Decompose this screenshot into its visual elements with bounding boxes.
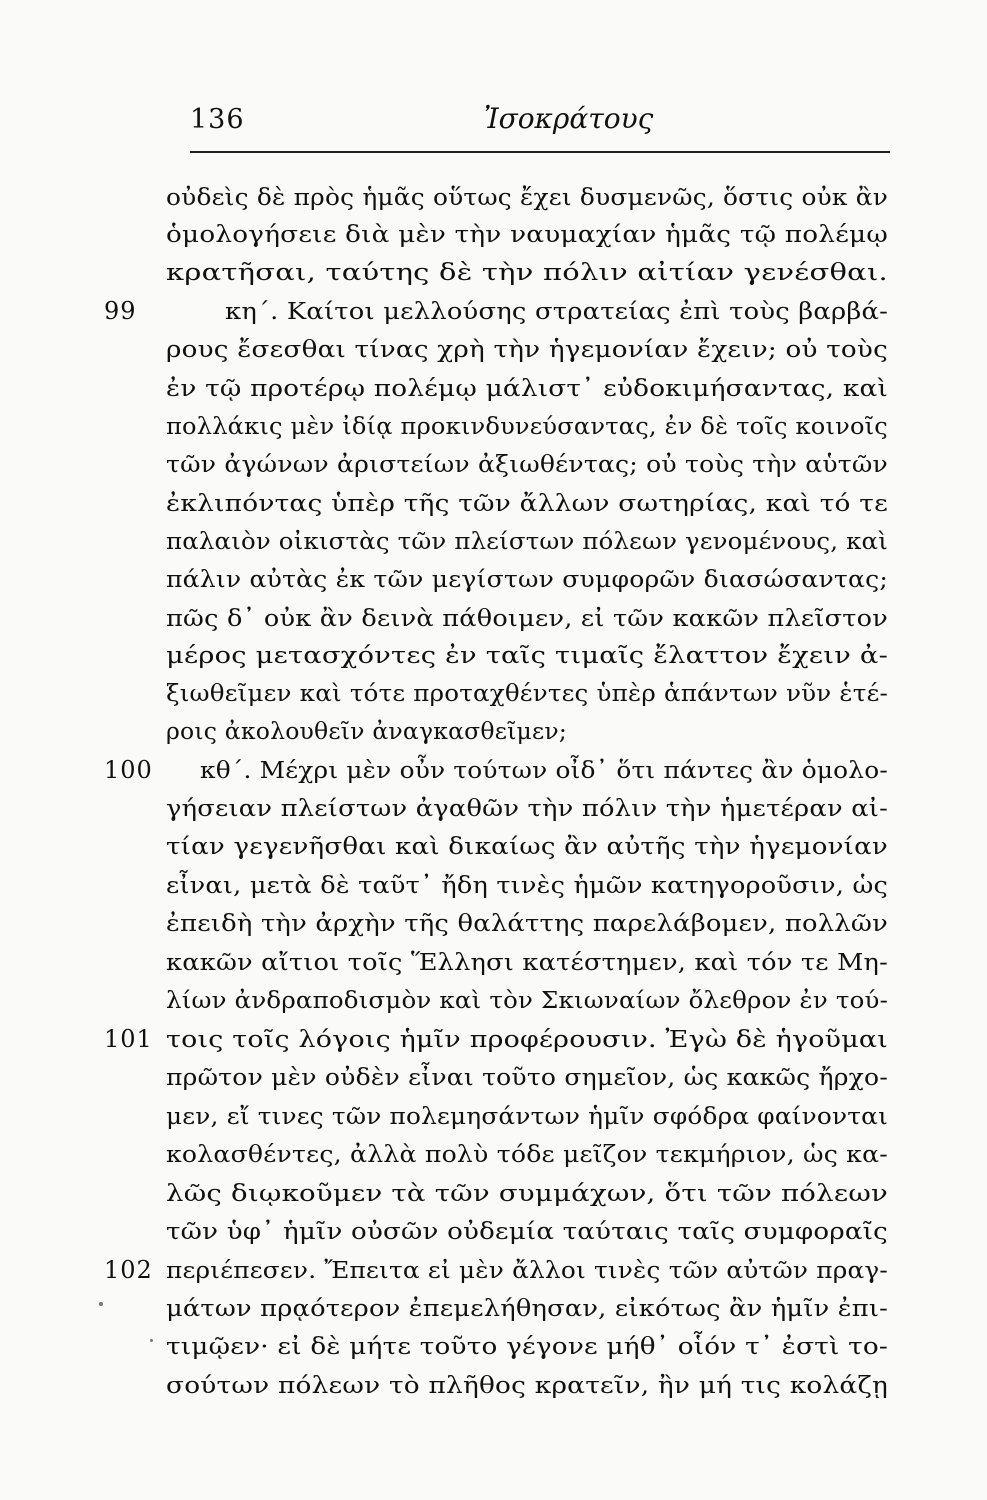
line-text: λῶς διῳκοῦμεν τὰ τῶν συμμάχων, ὅτι τῶν πόλεων <box>166 1179 888 1207</box>
line-text: τίαν γεγενῆσθαι καὶ δικαίως ἂν αὐτῆς τὴν ἡγεμονίαν <box>166 832 888 860</box>
text-line <box>0 177 987 217</box>
text-line <box>0 1250 987 1290</box>
text-line <box>0 1057 987 1097</box>
line-text: πῶς δ᾽ οὐκ ἂν δεινὰ πάθοιμεν, εἰ τῶν κακῶν πλεῖστον <box>166 604 888 632</box>
line-text: γήσειαν πλείστων ἀγαθῶν τὴν πόλιν τὴν ἡμετέραν αἰ- <box>166 794 888 822</box>
text-line <box>0 1365 987 1405</box>
text-line <box>0 673 987 713</box>
text-line <box>0 521 987 561</box>
ink-spot <box>150 1339 153 1342</box>
text-line <box>0 750 987 790</box>
line-text: οὐδεὶς δὲ πρὸς ἡμᾶς οὕτως ἔχει δυσμενῶς, ὅστις οὐκ ἂν <box>166 183 889 211</box>
text-line <box>0 865 987 905</box>
line-text: εἶναι, μετὰ δὲ ταῦτ᾽ ἤδη τινὲς ἡμῶν κατηγοροῦσιν, ὡς <box>166 871 889 899</box>
line-text: ρους ἔσεσθαι τίνας χρὴ τὴν ἡγεμονίαν ἔχειν; οὐ τοὺς <box>166 335 888 363</box>
line-text: τιμῷεν· εἰ δὲ μήτε τοῦτο γέγονε μήθ᾽ οἷόν τ᾽ ἐστὶ το- <box>166 1332 889 1360</box>
line-text: κη΄. Καίτοι μελλούσης στρατείας ἐπὶ τοὺς βαρβά- <box>225 297 889 325</box>
line-text: κρατῆσαι, ταύτης δὲ τὴν πόλιν αἰτίαν γενέσθαι. <box>166 258 888 286</box>
text-line <box>0 635 987 675</box>
section-number: 102 <box>104 1256 153 1284</box>
line-text: κακῶν αἴτιοι τοῖς Ἕλλησι κατέστημεν, καὶ τόν τε Μη- <box>166 948 888 976</box>
line-text: ἐπειδὴ τὴν ἀρχὴν τῆς θαλάττης παρελάβομεν, πολλῶν <box>166 909 889 937</box>
text-line <box>0 291 987 331</box>
line-text: ἐν τῷ προτέρῳ πολέμῳ μάλιστ᾽ εὐδοκιμήσαντας, καὶ <box>166 374 888 402</box>
running-title: Ἰσοκράτους <box>484 102 654 135</box>
section-number: 101 <box>104 1025 153 1053</box>
text-line <box>0 903 987 943</box>
line-text: ἐκλιπόντας ὑπὲρ τῆς τῶν ἄλλων σωτηρίας, καὶ τό τε <box>166 489 889 517</box>
page-number: 136 <box>190 104 245 135</box>
line-text: τῶν ὑφ᾽ ἡμῖν οὐσῶν οὐδεμία ταύταις ταῖς συμφοραῖς <box>166 1217 888 1245</box>
line-text: κολασθέντες, ἀλλὰ πολὺ τόδε μεῖζον τεκμήριον, ὡς κα- <box>166 1140 888 1168</box>
ink-spot <box>99 1302 103 1306</box>
text-line <box>0 1211 987 1251</box>
line-text: μεν, εἴ τινες τῶν πολεμησάντων ἡμῖν σφόδρα φαίνονται <box>166 1102 888 1130</box>
line-text: πάλιν αὐτὰς ἐκ τῶν μεγίστων συμφορῶν διασώσαντας; <box>166 565 889 593</box>
text-line <box>0 444 987 484</box>
text-line <box>0 826 987 866</box>
line-text: παλαιὸν οἰκιστὰς τῶν πλείστων πόλεων γενομένους, καὶ <box>166 527 888 555</box>
line-text: τοις τοῖς λόγοις ἡμῖν προφέρουσιν. Ἐγὼ δὲ ἡγοῦμαι <box>166 1025 888 1053</box>
text-line <box>0 483 987 523</box>
section-number: 99 <box>104 297 137 325</box>
text-line <box>0 559 987 599</box>
text-line <box>0 368 987 408</box>
section-number: 100 <box>104 756 153 784</box>
line-text: τῶν ἀγώνων ἀριστείων ἀξιωθέντας; οὐ τοὺς τὴν αὑτῶν <box>166 450 888 478</box>
line-text: ὁμολογήσειε διὰ μὲν τὴν ναυμαχίαν ἡμᾶς τῷ πολέμῳ <box>166 220 888 248</box>
text-line <box>0 1134 987 1174</box>
text-line <box>0 406 987 446</box>
line-text: λίων ἀνδραποδισμὸν καὶ τὸν Σκιωναίων ὄλεθρον ἐν τού- <box>166 986 889 1014</box>
text-line <box>0 942 987 982</box>
line-text: περιέπεσεν. Ἔπειτα εἰ μὲν ἄλλοι τινὲς τῶν αὐτῶν πραγ- <box>166 1256 888 1284</box>
header-rule <box>190 151 890 153</box>
text-line <box>0 329 987 369</box>
text-line <box>0 980 987 1020</box>
line-text: μάτων πρᾳότερον ἐπεμελήθησαν, εἰκότως ἂν ἡμῖν ἐπι- <box>166 1294 889 1322</box>
line-text: κθ΄. Μέχρι μὲν οὖν τούτων οἶδ᾽ ὅτι πάντες ἂν ὁμολο- <box>200 756 888 784</box>
line-text: πολλάκις μὲν ἰδίᾳ προκινδυνεύσαντας, ἐν δὲ τοῖς κοινοῖς <box>166 412 889 440</box>
text-line <box>0 1173 987 1213</box>
text-line <box>0 252 987 292</box>
text-line <box>0 1288 987 1328</box>
text-line <box>0 788 987 828</box>
line-text: σούτων πόλεων τὸ πλῆθος κρατεῖν, ἢν μή τις κολάζῃ <box>166 1371 888 1399</box>
text-line <box>0 711 987 751</box>
text-line <box>0 598 987 638</box>
line-text: μέρος μετασχόντες ἐν ταῖς τιμαῖς ἔλαττον ἔχειν ἀ- <box>166 641 889 669</box>
text-line <box>0 1096 987 1136</box>
text-line <box>0 214 987 254</box>
text-line <box>0 1019 987 1059</box>
line-text: ροις ἀκολουθεῖν ἀναγκασθεῖμεν; <box>166 717 567 745</box>
line-text: πρῶτον μὲν οὐδὲν εἶναι τοῦτο σημεῖον, ὡς κακῶς ἤρχο- <box>166 1063 889 1091</box>
line-text: ξιωθεῖμεν καὶ τότε προταχθέντες ὑπὲρ ἁπάντων νῦν ἑτέ- <box>166 679 888 707</box>
text-line <box>0 1326 987 1366</box>
